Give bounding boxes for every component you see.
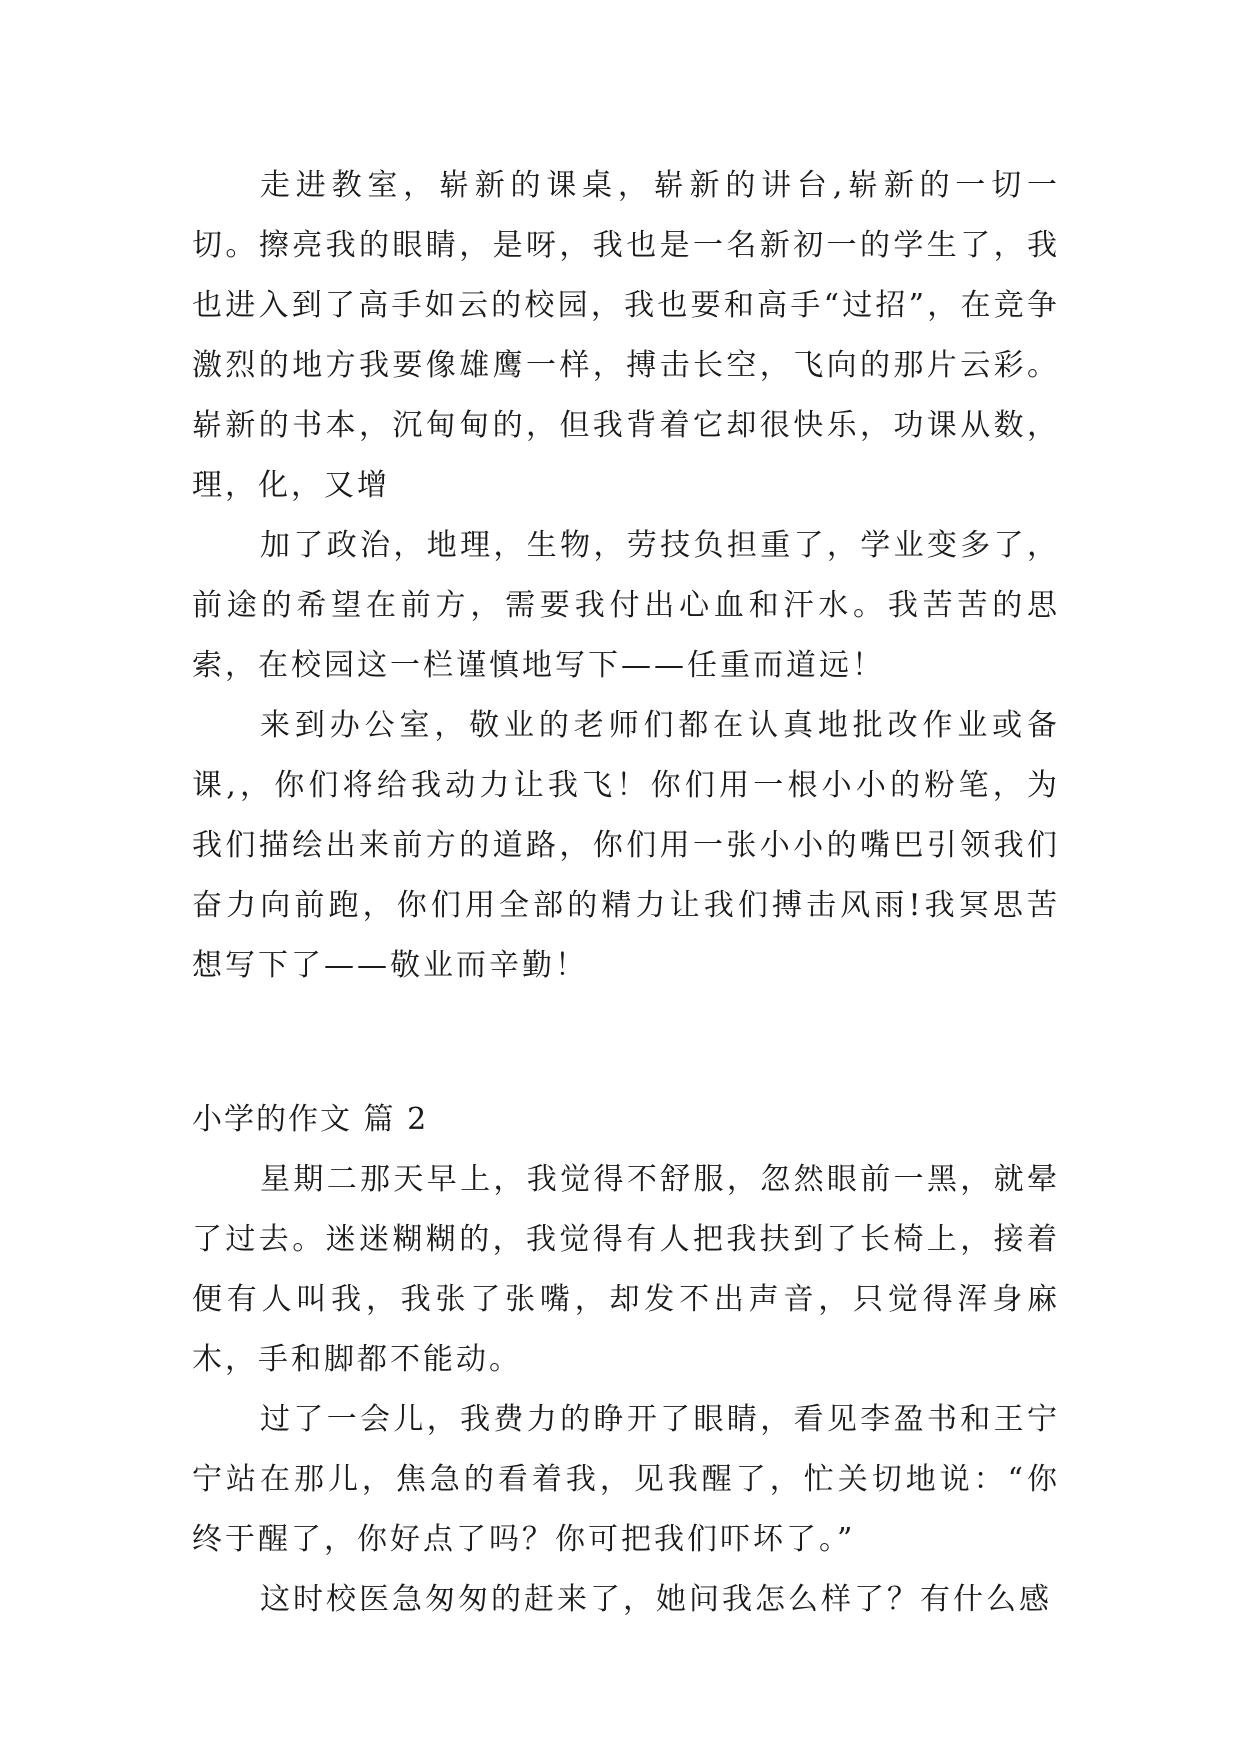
paragraph-2: 加了政治，地理，生物，劳技负担重了，学业变多了，前途的希望在前方，需要我付出心血和汗水。我苦苦的思索，在校园这一栏谨慎地写下——任重而道远！ bbox=[192, 528, 1060, 683]
section-title: 小学的作文 篇 2 bbox=[192, 1102, 429, 1137]
paragraph-6: 这时校医急匆匆的赶来了，她问我怎么样了？有什么感 bbox=[260, 1582, 1052, 1617]
paragraph-1: 走进教室，崭新的课桌，崭新的讲台,崭新的一切一切。擦亮我的眼睛，是呀，我也是一名新初一的学生了，我也进入到了高手如云的校园，我也要和高手“过招”，在竞争激烈的地方我要像雄鹰一样，搏击长空，飞向的那片云彩。崭新的书本，沉甸甸的，但我背着它却很快乐，功课从数，理，化，又增 bbox=[192, 168, 1060, 503]
paragraph-4: 星期二那天早上，我觉得不舒服，忽然眼前一黑，就晕了过去。迷迷糊糊的，我觉得有人把我扶到了长椅上，接着便有人叫我，我张了张嘴，却发不出声音，只觉得浑身麻木，手和脚都不能动。 bbox=[192, 1162, 1060, 1377]
paragraph-3: 来到办公室，敬业的老师们都在认真地批改作业或备课,，你们将给我动力让我飞！你们用一根小小的粉笔，为我们描绘出来前方的道路，你们用一张小小的嘴巴引领我们奋力向前跑，你们用全部的精力让我们搏击风雨!我冥思苦想写下了——敬业而辛勤！ bbox=[192, 708, 1060, 983]
document-page bbox=[192, 156, 1060, 1630]
section-gap bbox=[192, 996, 1060, 1090]
paragraph-5: 过了一会儿，我费力的睁开了眼睛，看见李盈书和王宁宁站在那儿，焦急的看着我，见我醒了，忙关切地说：“你终于醒了，你好点了吗？你可把我们吓坏了。” bbox=[192, 1402, 1060, 1557]
